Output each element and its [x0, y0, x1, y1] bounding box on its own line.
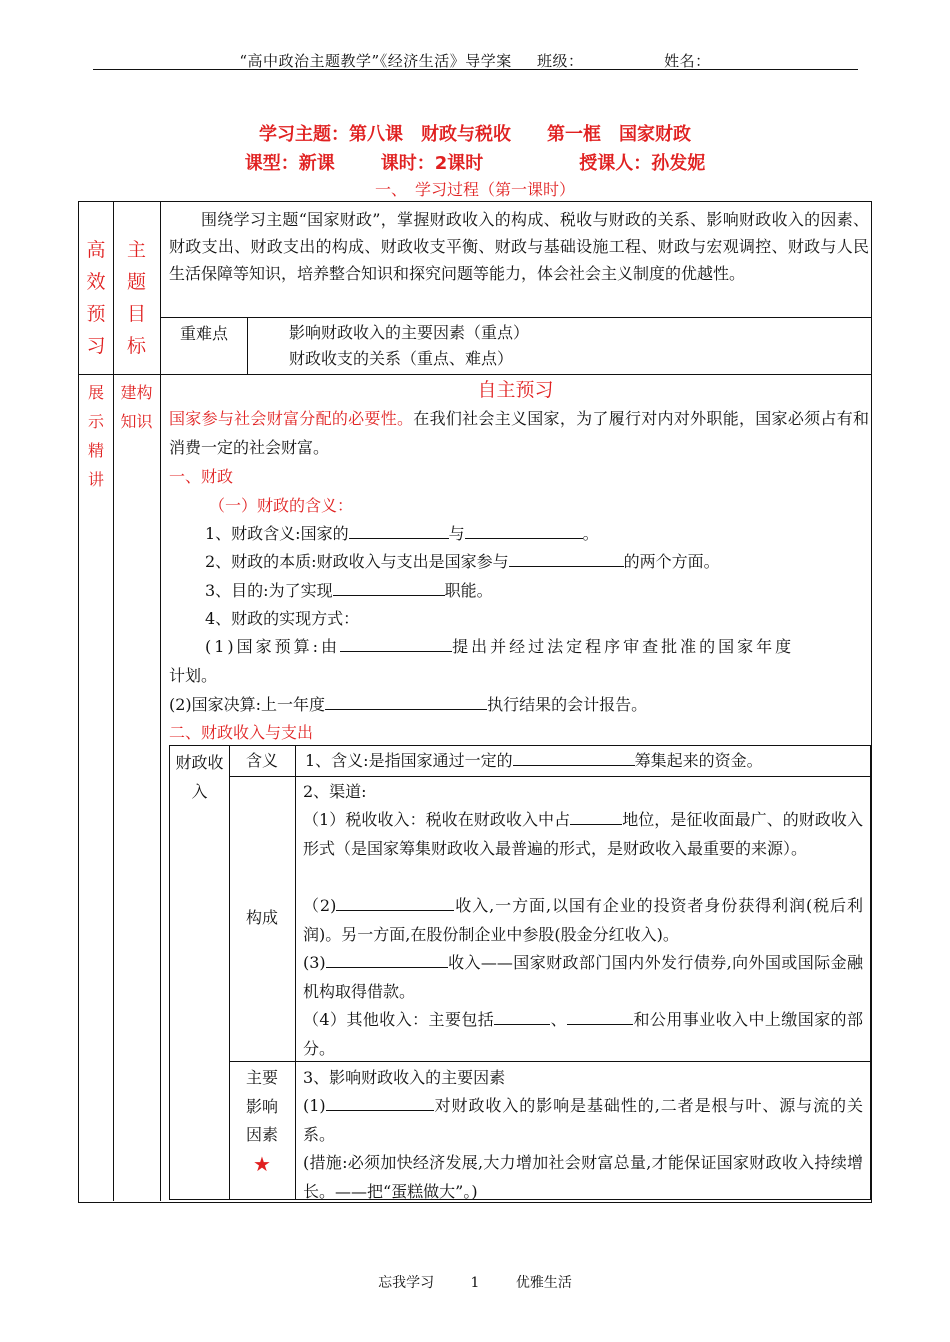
lesson-type: 课型：新课 — [244, 153, 335, 174]
content-heading: 自主预习 — [477, 379, 554, 401]
key-point-1: 影响财政收入的主要因素（重点） — [289, 323, 530, 342]
channels-title: 2、渠道: — [303, 782, 367, 801]
page-number: 1 — [470, 1275, 480, 1291]
star-icon: ★ — [253, 1151, 271, 1176]
budget-line2: 计划。 — [169, 666, 218, 685]
lesson-topic: 学习主题：第八课 财政与税收 — [259, 124, 511, 145]
goal-text: 围绕学习主题“国家财政”，掌握财政收入的构成、税收与财政的关系、影响财政收入的因素、财政支出、财政支出的构成、财政收支平衡、财政与基础设施工程、财政与宏观调控、财政与人民生活保障等知识，培养整合知识和探究问题等能力，体会社会主义制度的优越性。 — [169, 210, 869, 283]
item2: 2、财政的本质:财政收入与支出是国家参与 的两个方面。 — [205, 552, 720, 571]
label-preview: 高 效 预 习 — [86, 239, 106, 357]
item3: 3、目的:为了实现 职能。 — [205, 581, 493, 600]
lesson-section: 第一框 国家财政 — [547, 124, 691, 145]
sec1-sub: （一）财政的含义： — [209, 496, 354, 515]
header-rule — [93, 69, 858, 70]
label-build: 建构 知识 — [120, 383, 153, 431]
meaning-text: 1、含义:是指国家通过一定的 筹集起来的资金。 — [305, 751, 763, 770]
page-header — [0, 50, 950, 71]
item4: 4、财政的实现方式： — [205, 609, 360, 628]
meaning-label: 含义 — [245, 751, 278, 770]
key-points-list — [289, 320, 849, 372]
intro-rest: 在我们社会主义国家，为了履行对内对外职能，国家必须占有和消费一定的社会财富。 — [169, 409, 869, 457]
header-title: “高中政治主题教学”《经济生活》导学案 — [239, 52, 512, 70]
factors-title: 3、影响财政收入的主要因素 — [303, 1068, 506, 1087]
lesson-meta — [0, 149, 950, 175]
factor-economy: (1) 对财政收入的影响是基础性的,二者是根与叶、源与流的关系。 — [303, 1096, 863, 1144]
factors-label: 主要 影响 因素 ★ — [229, 1064, 295, 1178]
main-table — [78, 201, 872, 1203]
sec2-title: 二、财政收入与支出 — [169, 723, 314, 742]
key-points-label: 重难点 — [179, 324, 228, 343]
debt-revenue: (3) 收入——国家财政部门国内外发行债券,向外国或国际金融机构取得借款。 — [303, 953, 863, 1001]
label-lecture: 展 示 精 讲 — [87, 383, 104, 489]
sec1-title: 一、财政 — [169, 467, 234, 486]
item1: 1、财政含义:国家的 与 。 — [205, 524, 599, 543]
section-heading: 一、 学习过程（第一课时） — [374, 180, 575, 199]
budget-line: (1)国家预算:由 提出并经过法定程序审查批准的国家年度 — [205, 637, 795, 656]
tax-revenue: （1）税收收入：税收在财政收入中占 地位，是征收面最广、的财政收入形式（是国家筹集财政收入最普遍的形式，是财政收入最重要的来源）。 — [303, 810, 863, 858]
composition-label: 构成 — [245, 908, 278, 927]
header-class-label: 班级： — [537, 52, 584, 70]
revenue-label: 财政收入 — [175, 753, 224, 801]
lesson-hours: 课时：2课时 — [380, 153, 484, 174]
intro-red: 国家参与社会财富分配的必要性。 — [169, 409, 414, 428]
label-goal: 主 题 目 标 — [126, 239, 146, 357]
state-asset-revenue: （2) 收入,一方面,以国有企业的投资者身份获得利润(税后利润)。另一方面,在股份制企业中参股(股金分红收入)。 — [303, 896, 863, 944]
page-footer — [0, 1272, 950, 1292]
footer-left: 忘我学习 — [378, 1275, 435, 1291]
key-point-2: 财政收支的关系（重点、难点） — [289, 349, 514, 368]
lesson-title — [0, 120, 950, 146]
lesson-teacher: 授课人：孙发妮 — [579, 153, 706, 174]
revenue-table — [169, 745, 871, 1200]
other-revenue: （4）其他收入：主要包括 、 和公用事业收入中上缴国家的部分。 — [303, 1010, 863, 1058]
factor-measure: (措施:必须加快经济发展,大力增加社会财富总量,才能保证国家财政收入持续增长。——把“蛋糕做大”。) — [303, 1153, 863, 1201]
footer-right: 优雅生活 — [515, 1275, 572, 1291]
final-accounts: (2)国家决算:上一年度 执行结果的会计报告。 — [169, 695, 648, 714]
content-intro — [169, 405, 869, 462]
header-name-label: 姓名： — [664, 52, 711, 70]
